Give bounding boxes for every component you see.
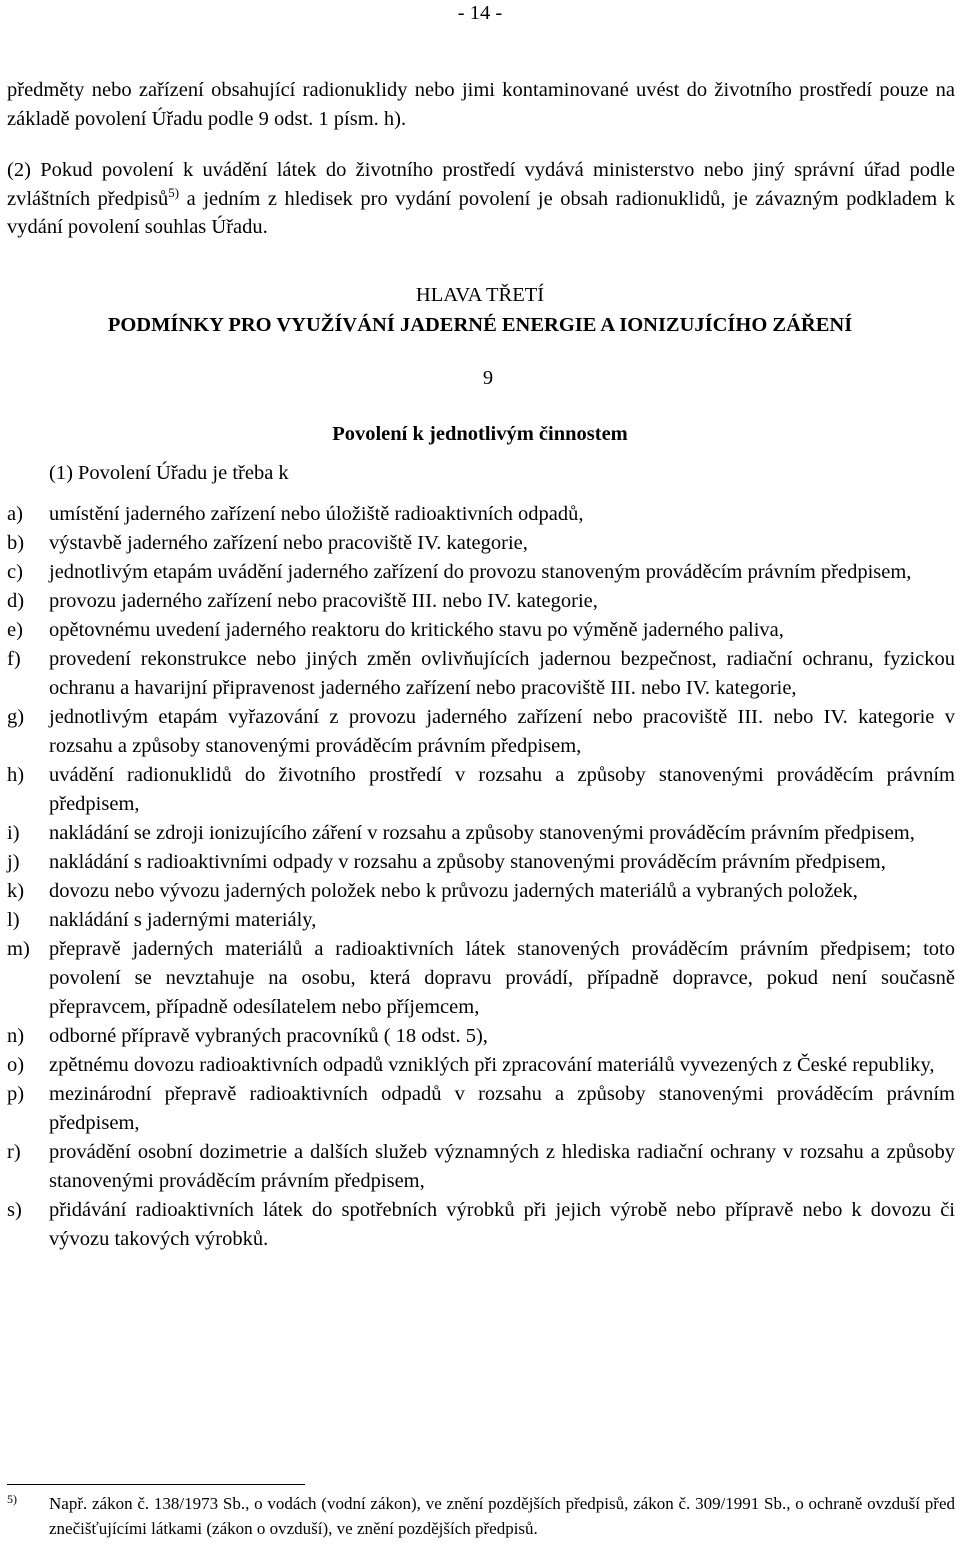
list-item-text: nakládání s radioaktivními odpady v rozsahu a způsoby stanovenými prováděcím právním předpisem, xyxy=(49,851,886,873)
list-item-text: přidávání radioaktivních látek do spotřebních výrobků při jejich výrobě nebo přípravě nebo k dovozu či vývozu takových výrobků. xyxy=(49,1199,955,1250)
list-item xyxy=(7,1051,955,1080)
list-item-text: nakládání se zdroji ionizujícího záření v rozsahu a způsoby stanovenými prováděcím právním předpisem, xyxy=(49,822,915,844)
list-item-text: provádění osobní dozimetrie a dalších služeb významných z hlediska radiační ochrany v rozsahu a způsoby stanovenými prováděcím právním předpisem, xyxy=(49,1141,955,1192)
paragraph-2 xyxy=(7,156,955,242)
list-item-label: s) xyxy=(7,1199,22,1221)
footnote-mark: 5) xyxy=(7,1492,17,1506)
list-item-text: dovozu nebo vývozu jaderných položek nebo k průvozu jaderných materiálů a vybraných položek, xyxy=(49,880,858,902)
list-item-label: j) xyxy=(7,851,20,873)
list-item xyxy=(7,1138,955,1196)
list-item-text: jednotlivým etapám uvádění jaderného zařízení do provozu stanoveným prováděcím právním předpisem, xyxy=(49,561,912,583)
list-item xyxy=(7,1196,955,1254)
list-item-label: r) xyxy=(7,1141,21,1163)
list-item xyxy=(7,761,955,819)
subsection-intro: (1) Povolení Úřadu je třeba k xyxy=(49,462,289,484)
list-item-text: výstavbě jaderného zařízení nebo pracoviště IV. kategorie, xyxy=(49,532,528,554)
list-item xyxy=(7,935,955,1022)
paragraph-2-text-b: a jedním z hledisek pro vydání povolení je obsah radionuklidů, je závazným podkladem k vydání povolení souhlas Úřadu. xyxy=(7,187,955,238)
permit-list xyxy=(7,500,955,1254)
list-item-label: b) xyxy=(7,532,25,554)
list-item-label: p) xyxy=(7,1083,25,1105)
list-item-label: f) xyxy=(7,648,21,670)
list-item xyxy=(7,819,955,848)
list-item-text: mezinárodní přepravě radioaktivních odpadů v rozsahu a způsoby stanovenými prováděcím právním předpisem, xyxy=(49,1083,955,1134)
paragraph-2-text-a: (2) Pokud povolení k uvádění látek do životního prostředí vydává ministerstvo nebo jiný správní úřad podle zvláštních předpisů xyxy=(7,159,955,210)
footnote xyxy=(7,1491,955,1541)
list-item-text: uvádění radionuklidů do životního prostředí v rozsahu a způsoby stanovenými prováděcím právním předpisem, xyxy=(49,764,955,815)
list-item-label: a) xyxy=(7,503,23,525)
list-item-label: o) xyxy=(7,1054,25,1076)
list-item-label: l) xyxy=(7,909,20,931)
list-item-text: provozu jaderného zařízení nebo pracoviště III. nebo IV. kategorie, xyxy=(49,590,598,612)
list-item-label: h) xyxy=(7,764,25,786)
list-item-label: k) xyxy=(7,880,25,902)
list-item xyxy=(7,848,955,877)
list-item xyxy=(7,877,955,906)
list-item-text: přepravě jaderných materiálů a radioaktivních látek stanovených prováděcím právním předpisem; toto povolení se nevztahuje na osobu, která dopravu provádí, případně dopravce, pokud není současně přepravcem, případně odesílatelem nebo příjemcem, xyxy=(49,938,955,1018)
section-number: 9 xyxy=(482,367,494,389)
list-item xyxy=(7,703,955,761)
list-item xyxy=(7,500,955,529)
list-item-text: zpětnému dovozu radioaktivních odpadů vzniklých při zpracování materiálů vyvezených z České republiky, xyxy=(49,1054,935,1076)
part-title: PODMÍNKY PRO VYUŽÍVÁNÍ JADERNÉ ENERGIE A IONIZUJÍCÍHO ZÁŘENÍ xyxy=(107,314,853,336)
list-item-text: umístění jaderného zařízení nebo úložiště radioaktivních odpadů, xyxy=(49,503,584,525)
list-item-label: n) xyxy=(7,1025,25,1047)
list-item-label: i) xyxy=(7,822,20,844)
list-item-label: m) xyxy=(7,938,30,960)
list-item xyxy=(7,906,955,935)
list-item xyxy=(7,587,955,616)
section-title: Povolení k jednotlivým činnostem xyxy=(332,423,628,445)
list-item xyxy=(7,529,955,558)
list-item-label: e) xyxy=(7,619,23,641)
list-item xyxy=(7,558,955,587)
list-item xyxy=(7,1022,955,1051)
footnote-ref: 5) xyxy=(168,184,180,200)
list-item-text: odborné přípravě vybraných pracovníků ( 18 odst. 5), xyxy=(49,1025,488,1047)
list-item-text: provedení rekonstrukce nebo jiných změn ovlivňujících jadernou bezpečnost, radiační ochranu, fyzickou ochranu a havarijní připravenost jaderného zařízení nebo pracoviště III. nebo IV. kategorie, xyxy=(49,648,955,699)
page-number: - 14 - xyxy=(457,2,503,24)
list-item-text: opětovnému uvedení jaderného reaktoru do kritického stavu po výměně jaderného paliva, xyxy=(49,619,784,641)
list-item-text: nakládání s jadernými materiály, xyxy=(49,909,317,931)
list-item-text: jednotlivým etapám vyřazování z provozu jaderného zařízení nebo pracoviště III. nebo IV. kategorie v rozsahu a způsoby stanovenými prováděcím právním předpisem, xyxy=(49,706,955,757)
list-item-label: g) xyxy=(7,706,25,728)
footnote-text: Např. zákon č. 138/1973 Sb., o vodách (vodní zákon), ve znění pozdějších předpisů, zákon č. 309/1991 Sb., o ochraně ovzduší před znečišťujícími látkami (zákon o ovzduší), ve znění pozdějších předpisů. xyxy=(49,1494,955,1538)
list-item xyxy=(7,1080,955,1138)
part-heading: HLAVA TŘETÍ xyxy=(415,284,545,306)
list-item-label: d) xyxy=(7,590,25,612)
paragraph-1: předměty nebo zařízení obsahující radionuklidy nebo jimi kontaminované uvést do životního prostředí pouze na základě povolení Úřadu podle 9 odst. 1 písm. h). xyxy=(7,79,955,130)
footnote-divider xyxy=(7,1484,305,1485)
list-item-label: c) xyxy=(7,561,23,583)
list-item xyxy=(7,645,955,703)
list-item xyxy=(7,616,955,645)
